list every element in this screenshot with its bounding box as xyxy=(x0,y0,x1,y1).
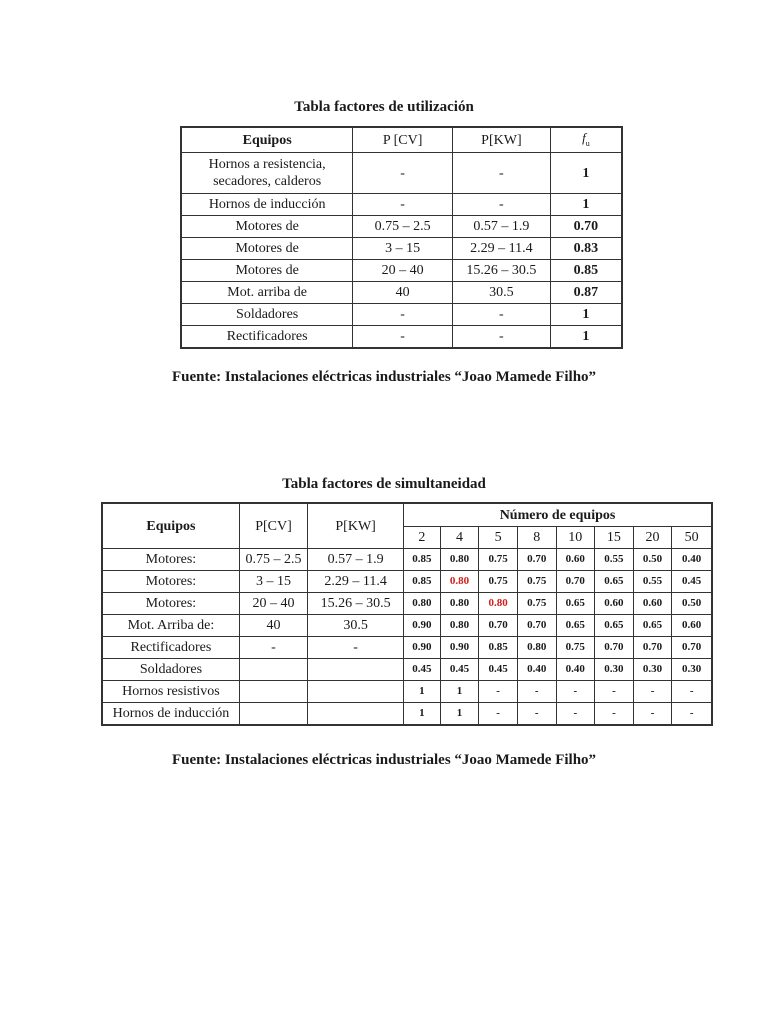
count-header-cell: 4 xyxy=(440,527,479,549)
cv-cell xyxy=(239,703,307,725)
table-row xyxy=(182,304,622,326)
factor-cell: - xyxy=(672,703,712,725)
cv-cell: - xyxy=(353,304,453,326)
cv-cell: 3 – 15 xyxy=(353,238,453,260)
factor-cell: 0.60 xyxy=(595,593,634,615)
count-header-cell: 8 xyxy=(517,527,556,549)
header-power-cv: P [CV] xyxy=(353,128,453,153)
simultaneity-factors-table xyxy=(102,503,712,725)
table-header-row xyxy=(103,504,712,527)
factor-cell: 0.70 xyxy=(517,549,556,571)
cv-cell: 40 xyxy=(239,615,307,637)
factor-cell: - xyxy=(517,703,556,725)
equipment-cell: Soldadores xyxy=(182,304,353,326)
kw-cell: 30.5 xyxy=(452,282,550,304)
table-row xyxy=(103,593,712,615)
simultaneity-table-source: Fuente: Instalaciones eléctricas industriales “Joao Mamede Filho” xyxy=(171,752,597,768)
factor-cell: 0.87 xyxy=(550,282,621,304)
equipment-cell: Motores de xyxy=(182,238,353,260)
factor-cell: 1 xyxy=(440,703,479,725)
factor-cell: 0.83 xyxy=(550,238,621,260)
table-row xyxy=(103,681,712,703)
table-row xyxy=(103,659,712,681)
header-equipment-count: Número de equipos xyxy=(404,504,712,527)
factor-cell: 0.70 xyxy=(672,637,712,659)
table-row xyxy=(103,549,712,571)
factor-cell: 0.85 xyxy=(404,571,441,593)
factor-cell: 0.40 xyxy=(556,659,595,681)
kw-cell: 15.26 – 30.5 xyxy=(308,593,404,615)
table-header-row xyxy=(182,128,622,153)
kw-cell xyxy=(308,703,404,725)
equipment-cell: Motores: xyxy=(103,593,240,615)
cv-cell: 20 – 40 xyxy=(353,260,453,282)
factor-cell: 0.60 xyxy=(633,593,672,615)
factor-cell: 0.90 xyxy=(404,615,441,637)
factor-cell: 1 xyxy=(550,153,621,194)
kw-cell: - xyxy=(452,153,550,194)
factor-cell: 0.30 xyxy=(672,659,712,681)
count-header-cell: 5 xyxy=(479,527,518,549)
cv-cell: - xyxy=(353,326,453,348)
kw-cell: - xyxy=(308,637,404,659)
kw-cell: 15.26 – 30.5 xyxy=(452,260,550,282)
factor-cell: 0.80 xyxy=(440,593,479,615)
factor-cell: 0.80 xyxy=(440,549,479,571)
kw-cell: 2.29 – 11.4 xyxy=(308,571,404,593)
factor-cell: 0.65 xyxy=(595,571,634,593)
header-power-kw: P[KW] xyxy=(308,504,404,549)
factor-cell: 0.70 xyxy=(517,615,556,637)
header-utilization-factor xyxy=(550,128,621,153)
factor-cell: 0.65 xyxy=(556,593,595,615)
kw-cell: - xyxy=(452,326,550,348)
factor-cell: 0.85 xyxy=(479,637,518,659)
factor-cell: 1 xyxy=(550,326,621,348)
factor-cell: - xyxy=(556,703,595,725)
table-row xyxy=(103,571,712,593)
kw-cell: 0.57 – 1.9 xyxy=(452,216,550,238)
kw-cell: - xyxy=(452,194,550,216)
kw-cell: 0.57 – 1.9 xyxy=(308,549,404,571)
kw-cell: - xyxy=(452,304,550,326)
equipment-cell: Hornos resistivos xyxy=(103,681,240,703)
header-equipment: Equipos xyxy=(182,128,353,153)
factor-cell: 0.60 xyxy=(556,549,595,571)
utilization-factors-table xyxy=(181,127,622,348)
equipment-cell: Soldadores xyxy=(103,659,240,681)
factor-cell: 0.85 xyxy=(404,549,441,571)
table-row xyxy=(182,326,622,348)
table-row xyxy=(182,216,622,238)
factor-cell: 1 xyxy=(550,304,621,326)
cv-cell: 20 – 40 xyxy=(239,593,307,615)
equipment-cell: Motores: xyxy=(103,571,240,593)
factor-cell: - xyxy=(672,681,712,703)
factor-cell: 0.65 xyxy=(595,615,634,637)
factor-cell: 0.65 xyxy=(556,615,595,637)
factor-subscript: u xyxy=(585,138,590,148)
factor-cell: 0.50 xyxy=(633,549,672,571)
factor-cell: 0.40 xyxy=(672,549,712,571)
table-row xyxy=(182,238,622,260)
equipment-cell: Motores de xyxy=(182,260,353,282)
cv-cell: 0.75 – 2.5 xyxy=(239,549,307,571)
factor-cell: 0.70 xyxy=(633,637,672,659)
header-power-kw: P[KW] xyxy=(452,128,550,153)
factor-cell: 1 xyxy=(440,681,479,703)
factor-cell: 0.75 xyxy=(517,571,556,593)
cv-cell: 0.75 – 2.5 xyxy=(353,216,453,238)
utilization-table-source: Fuente: Instalaciones eléctricas industriales “Joao Mamede Filho” xyxy=(171,369,597,385)
factor-cell: 0.80 xyxy=(404,593,441,615)
factor-cell: 0.75 xyxy=(479,571,518,593)
count-header-cell: 10 xyxy=(556,527,595,549)
equipment-cell: Hornos de inducción xyxy=(182,194,353,216)
factor-cell: 1 xyxy=(404,681,441,703)
factor-cell: 0.85 xyxy=(550,260,621,282)
equipment-cell: Hornos de inducción xyxy=(103,703,240,725)
kw-cell xyxy=(308,659,404,681)
cv-cell xyxy=(239,659,307,681)
factor-cell: 0.55 xyxy=(595,549,634,571)
factor-cell: 0.75 xyxy=(556,637,595,659)
table-row xyxy=(182,260,622,282)
equipment-cell: Motores: xyxy=(103,549,240,571)
table-row xyxy=(182,194,622,216)
factor-cell: 0.80 xyxy=(440,571,479,593)
factor-cell: 0.65 xyxy=(633,615,672,637)
factor-cell: 0.45 xyxy=(404,659,441,681)
cv-cell xyxy=(239,681,307,703)
factor-cell: 0.30 xyxy=(595,659,634,681)
factor-cell: 0.45 xyxy=(479,659,518,681)
factor-cell: 0.30 xyxy=(633,659,672,681)
utilization-table-title: Tabla factores de utilización xyxy=(294,99,474,115)
cv-cell: - xyxy=(353,153,453,194)
kw-cell: 2.29 – 11.4 xyxy=(452,238,550,260)
count-header-cell: 20 xyxy=(633,527,672,549)
factor-cell: 0.40 xyxy=(517,659,556,681)
factor-cell: 0.90 xyxy=(440,637,479,659)
factor-cell: - xyxy=(517,681,556,703)
factor-cell: - xyxy=(479,681,518,703)
factor-cell: - xyxy=(556,681,595,703)
factor-cell: 0.80 xyxy=(440,615,479,637)
factor-cell: 0.45 xyxy=(672,571,712,593)
factor-cell: 0.80 xyxy=(479,593,518,615)
cv-cell: - xyxy=(353,194,453,216)
table-row xyxy=(103,637,712,659)
table-row xyxy=(182,153,622,194)
cv-cell: 3 – 15 xyxy=(239,571,307,593)
count-header-cell: 50 xyxy=(672,527,712,549)
header-equipment: Equipos xyxy=(103,504,240,549)
factor-cell: 0.90 xyxy=(404,637,441,659)
factor-cell: 0.80 xyxy=(517,637,556,659)
count-header-cell: 15 xyxy=(595,527,634,549)
factor-cell: - xyxy=(595,681,634,703)
factor-cell: - xyxy=(479,703,518,725)
factor-cell: 0.70 xyxy=(479,615,518,637)
simultaneity-table-title: Tabla factores de simultaneidad xyxy=(282,476,486,492)
kw-cell: 30.5 xyxy=(308,615,404,637)
table-row xyxy=(103,703,712,725)
factor-cell: 1 xyxy=(550,194,621,216)
table-row xyxy=(103,615,712,637)
header-power-cv: P[CV] xyxy=(239,504,307,549)
factor-cell: 0.70 xyxy=(595,637,634,659)
cv-cell: - xyxy=(239,637,307,659)
factor-cell: 0.70 xyxy=(550,216,621,238)
factor-cell: 0.55 xyxy=(633,571,672,593)
factor-cell: - xyxy=(595,703,634,725)
factor-cell: 0.75 xyxy=(517,593,556,615)
factor-symbol: f xyxy=(582,129,586,145)
equipment-cell: Motores de xyxy=(182,216,353,238)
table-row xyxy=(182,282,622,304)
factor-cell: 1 xyxy=(404,703,441,725)
equipment-cell: Hornos a resistencia, secadores, calderos xyxy=(182,153,353,194)
equipment-cell: Rectificadores xyxy=(103,637,240,659)
cv-cell: 40 xyxy=(353,282,453,304)
factor-cell: - xyxy=(633,703,672,725)
kw-cell xyxy=(308,681,404,703)
equipment-cell: Rectificadores xyxy=(182,326,353,348)
factor-cell: 0.45 xyxy=(440,659,479,681)
factor-cell: 0.50 xyxy=(672,593,712,615)
equipment-cell: Mot. Arriba de: xyxy=(103,615,240,637)
equipment-cell: Mot. arriba de xyxy=(182,282,353,304)
count-header-cell: 2 xyxy=(404,527,441,549)
factor-cell: 0.70 xyxy=(556,571,595,593)
factor-cell: 0.75 xyxy=(479,549,518,571)
factor-cell: - xyxy=(633,681,672,703)
factor-cell: 0.60 xyxy=(672,615,712,637)
